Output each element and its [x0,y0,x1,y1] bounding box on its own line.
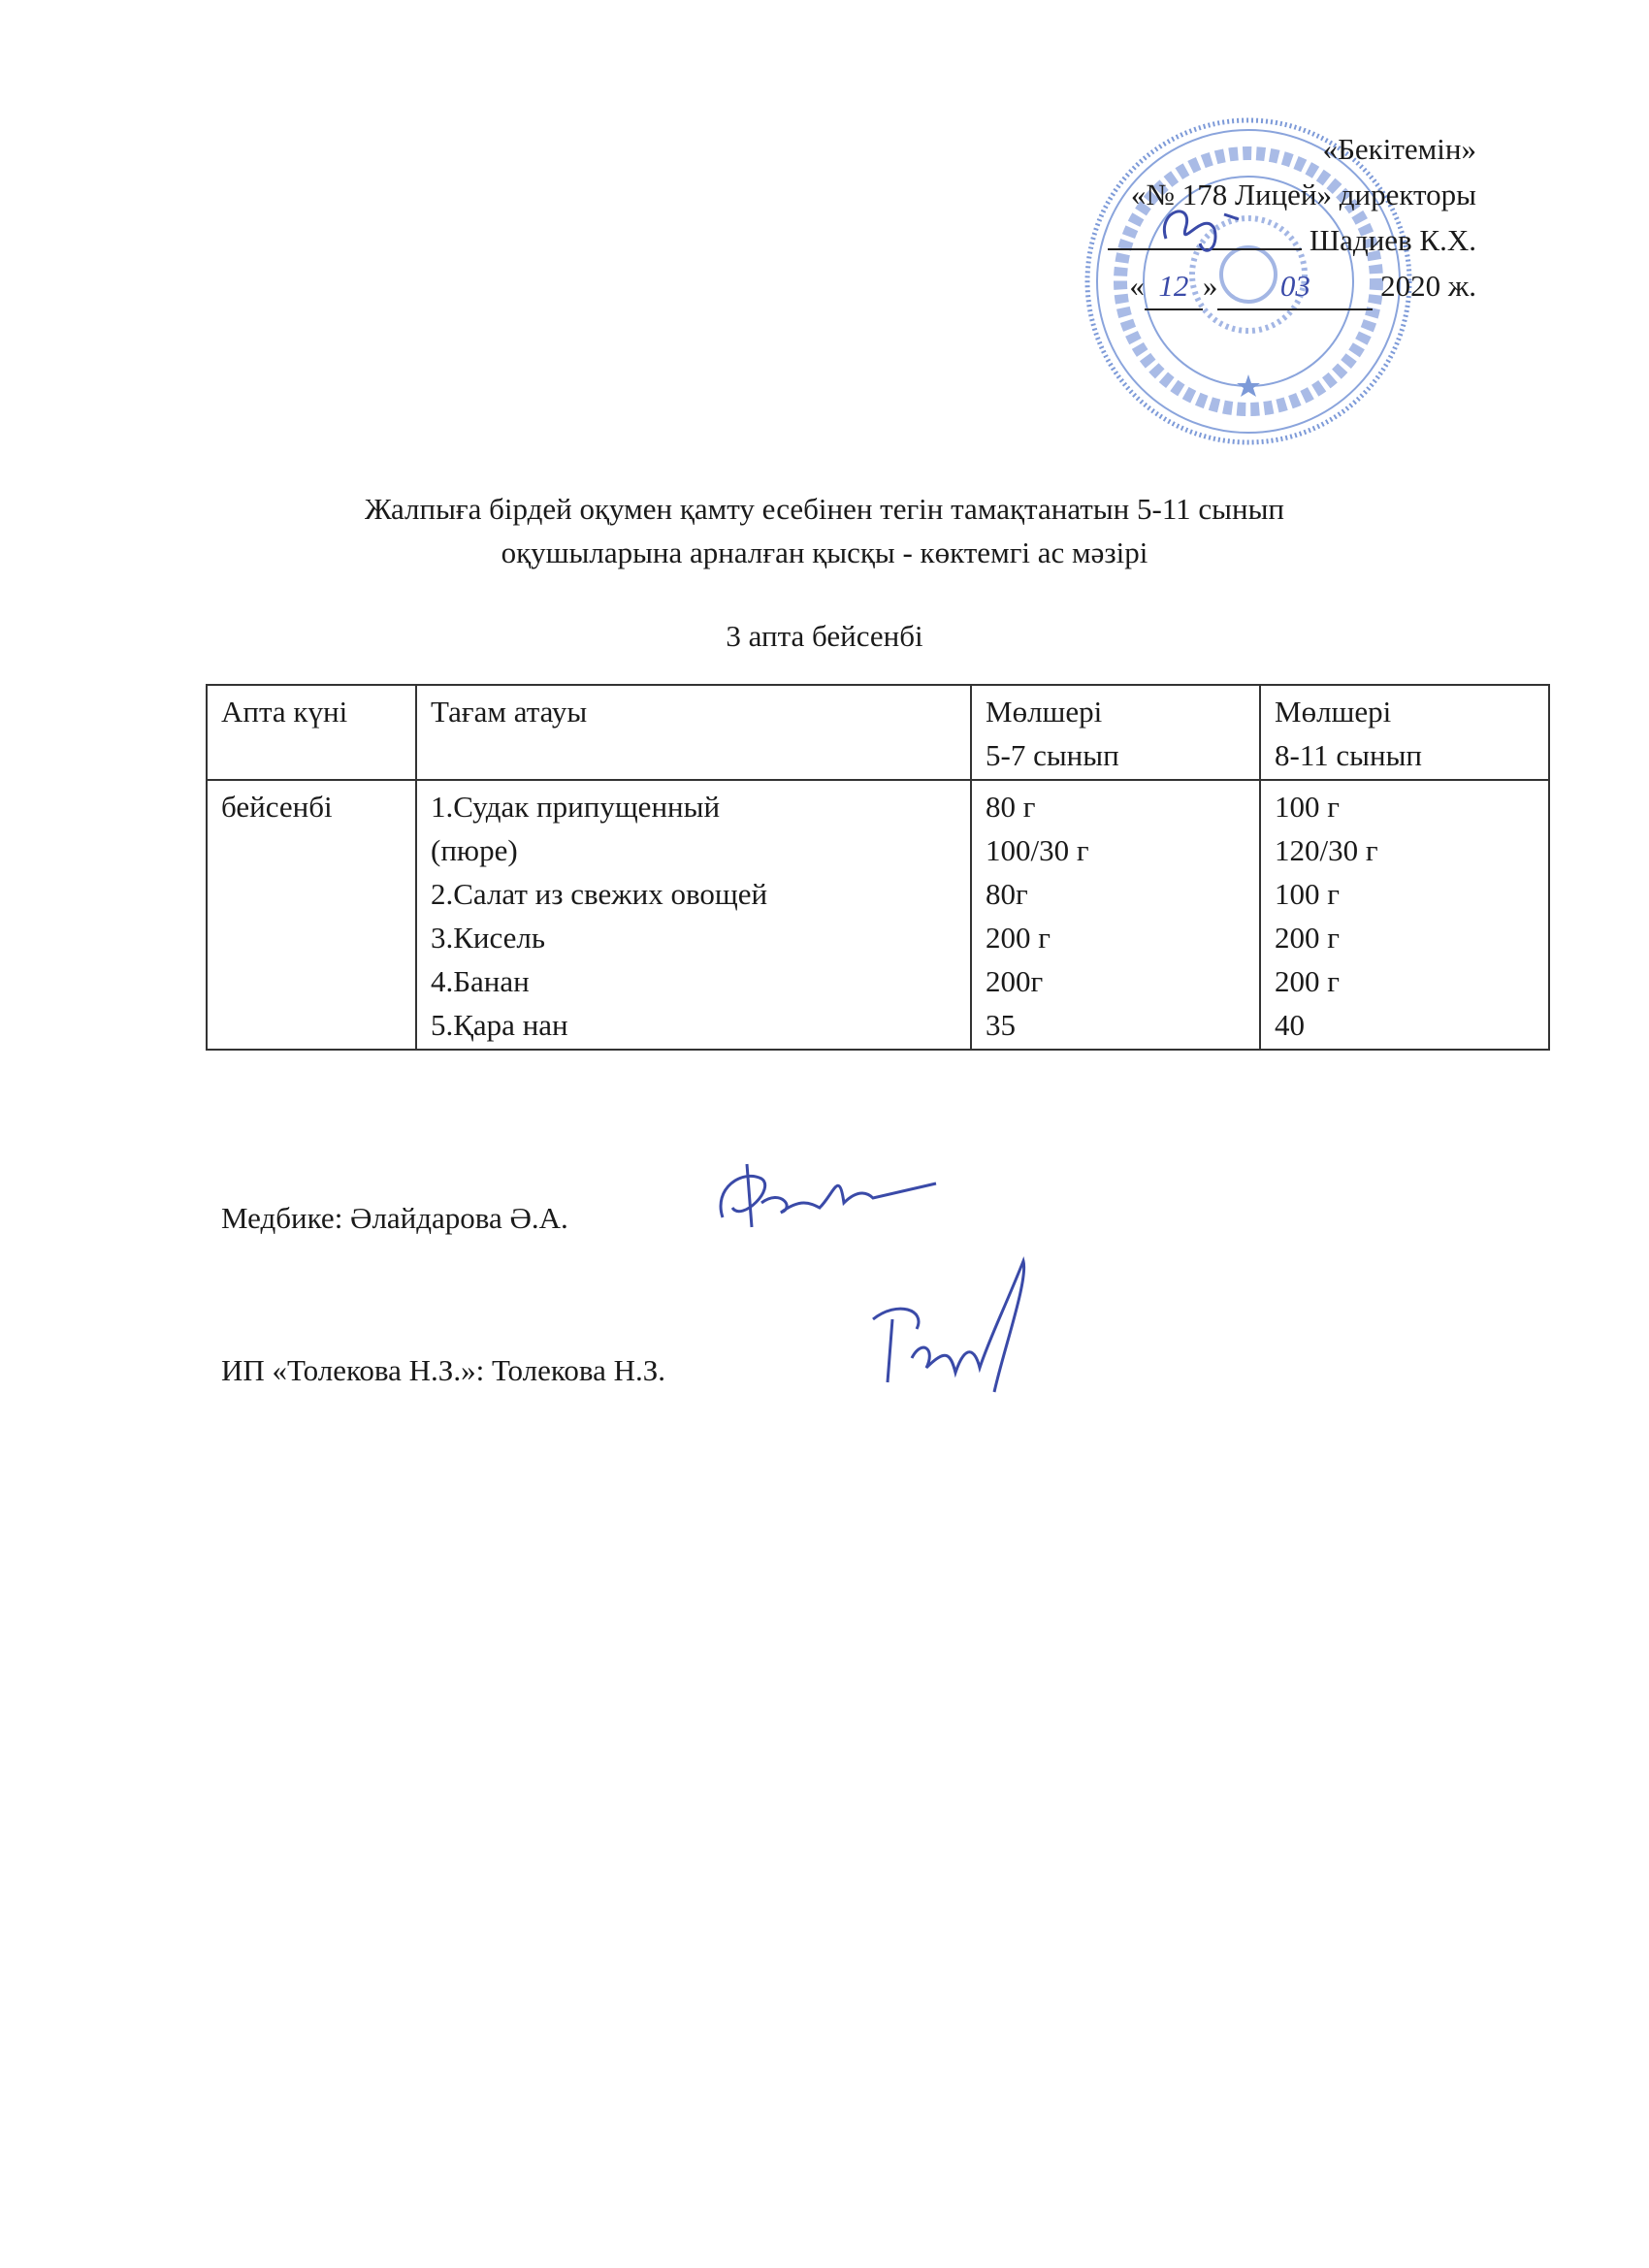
portion-value: 200 г [1275,964,1340,998]
portion-8-11-cell [1260,780,1549,1050]
dish-item: 3.Кисель [431,921,546,955]
portion-value: 80г [986,877,1028,911]
menu-table [206,684,1550,1051]
header-day [207,685,416,780]
header-text: Апта күні [221,695,348,729]
director-name: Шадиев К.Х. [1309,223,1476,257]
document-title-line-2: оқушыларына арналған қысқы - көктемгі ас мәзірі [501,535,1148,569]
approval-block [1108,126,1476,310]
portion-value: 200 г [1275,921,1340,955]
portion-value: 100 г [1275,790,1340,824]
header-dish [416,685,971,780]
date-quote-close: » [1202,269,1218,303]
portion-value: 40 [1275,1008,1305,1042]
date-month: 03 [1217,263,1373,310]
table-header-row [207,685,1549,780]
approval-heading: «Бекітемін» [1322,132,1476,166]
portion-value: 100/30 г [986,833,1089,867]
supplier-signature [858,1251,1052,1407]
header-portion-5-7 [971,685,1260,780]
dish-item: 2.Салат из свежих овощей [431,877,768,911]
portion-value: 200г [986,964,1044,998]
dish-item: 4.Банан [431,964,530,998]
portion-value: 35 [986,1008,1016,1042]
header-text: Тағам атауы [431,695,588,729]
dishes-cell [416,780,971,1050]
portion-value: 100 г [1275,877,1340,911]
dish-item: (пюре) [431,833,518,867]
director-signature-line [1108,217,1476,263]
dish-item: 5.Қара нан [431,1008,568,1042]
nurse-signature-line: Медбике: Әлайдарова Ә.А. [221,1201,568,1235]
date-quote-open: « [1129,269,1145,303]
header-text: Мөлшері [986,695,1103,729]
director-signature [1108,219,1302,250]
portion-5-7-cell [971,780,1260,1050]
document-title-line-1: Жалпыға бірдей оқумен қамту есебінен тегін тамақтанатын 5-11 сынып [364,492,1285,526]
approval-date [1108,263,1476,310]
table-row [207,780,1549,1050]
portion-value: 80 г [986,790,1036,824]
day-cell: бейсенбі [207,780,416,1050]
portion-value: 120/30 г [1275,833,1378,867]
document-subtitle: 3 апта бейсенбі [726,619,923,653]
portion-value: 200 г [986,921,1051,955]
date-day: 12 [1145,263,1203,310]
header-portion-8-11 [1260,685,1549,780]
header-text: 5-7 сынып [986,738,1119,772]
date-year: 2020 ж. [1380,269,1476,303]
nurse-signature [703,1150,946,1242]
supplier-signature-line: ИП «Толекова Н.З.»: Толекова Н.З. [221,1353,666,1387]
dish-item: 1.Судак припущенный [431,790,721,824]
approval-position: «№ 178 Лицей» директоры [1130,178,1476,211]
header-text: 8-11 сынып [1275,738,1423,772]
header-text: Мөлшері [1275,695,1392,729]
